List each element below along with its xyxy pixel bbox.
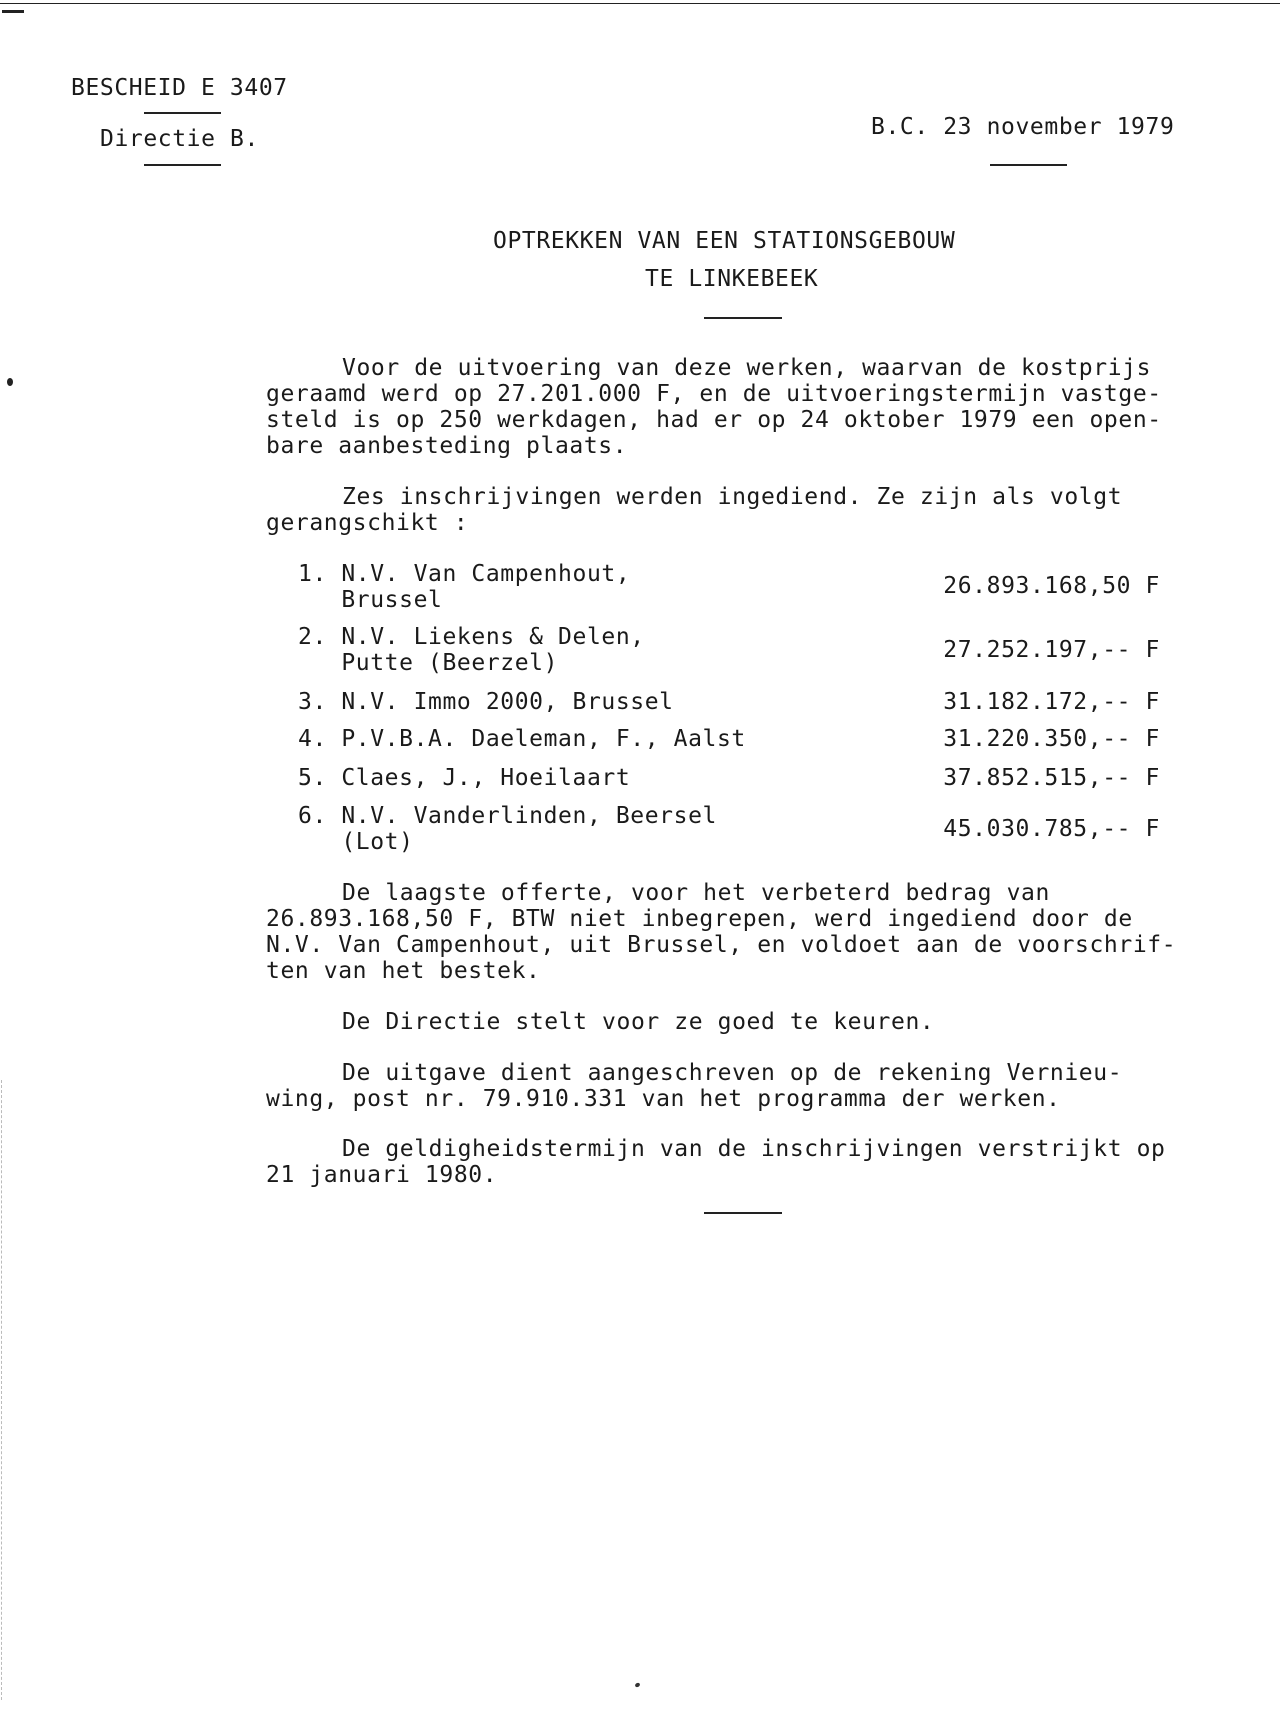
bid-name: 4. P.V.B.A. Daeleman, F., Aalst [298, 726, 746, 752]
paragraph-1-line: geraamd werd op 27.201.000 F, en de uitvoeringstermijn vastge- [266, 381, 1162, 407]
punch-dot [7, 378, 13, 386]
paragraph-2-line: Zes inschrijvingen werden ingediend. Ze zijn als volgt [342, 484, 1123, 510]
paragraph-4-line: De Directie stelt voor ze goed te keuren. [342, 1009, 935, 1035]
bid-amount: 45.030.785,-- F [943, 816, 1160, 842]
closing-underline [704, 1212, 782, 1214]
bid-amount: 37.852.515,-- F [943, 765, 1160, 791]
top-border-line [0, 3, 1280, 4]
bid-name: 3. N.V. Immo 2000, Brussel [298, 689, 674, 715]
paragraph-1-line: Voor de uitvoering van deze werken, waarvan de kostprijs [342, 355, 1152, 381]
paragraph-3-line: N.V. Van Campenhout, uit Brussel, en voldoet aan de voorschrif- [266, 932, 1177, 958]
paragraph-5-line: De uitgave dient aangeschreven op de rekening Vernieu- [342, 1060, 1123, 1086]
document-title-line2: TE LINKEBEEK [645, 266, 819, 292]
paragraph-6-line: 21 januari 1980. [266, 1162, 498, 1188]
bid-amount: 26.893.168,50 F [943, 573, 1160, 599]
paragraph-1-line: bare aanbesteding plaats. [266, 433, 628, 459]
bid-name: Brussel [298, 587, 443, 613]
paragraph-3-line: 26.893.168,50 F, BTW niet inbegrepen, werd ingediend door de [266, 906, 1133, 932]
date-line: B.C. 23 november 1979 [871, 114, 1175, 140]
document-title-line1: OPTREKKEN VAN EEN STATIONSGEBOUW [493, 228, 956, 254]
department-underline [144, 164, 221, 166]
bid-amount: 31.220.350,-- F [943, 726, 1160, 752]
left-edge-line [1, 1080, 2, 1700]
bid-name: 6. N.V. Vanderlinden, Beersel [298, 803, 717, 829]
paragraph-1-line: steld is op 250 werkdagen, had er op 24 oktober 1979 een open- [266, 407, 1162, 433]
bid-name: 2. N.V. Liekens & Delen, [298, 624, 645, 650]
bid-amount: 31.182.172,-- F [943, 689, 1160, 715]
bid-name: 5. Claes, J., Hoeilaart [298, 765, 631, 791]
paragraph-3-line: ten van het bestek. [266, 958, 541, 984]
paragraph-3-line: De laagste offerte, voor het verbeterd bedrag van [342, 880, 1050, 906]
bid-amount: 27.252.197,-- F [943, 637, 1160, 663]
title-underline [704, 317, 782, 319]
reference-underline [144, 112, 221, 114]
date-underline [990, 164, 1067, 166]
paragraph-5-line: wing, post nr. 79.910.331 van het programma der werken. [266, 1086, 1061, 1112]
footer-mark [634, 1682, 640, 1688]
paragraph-6-line: De geldigheidstermijn van de inschrijvingen verstrijkt op [342, 1136, 1166, 1162]
paragraph-2-line: gerangschikt : [266, 510, 469, 536]
corner-mark [2, 10, 24, 13]
bid-name: 1. N.V. Van Campenhout, [298, 561, 631, 587]
bid-name: (Lot) [298, 829, 414, 855]
department-label: Directie B. [100, 126, 259, 152]
reference-number: BESCHEID E 3407 [71, 75, 288, 101]
bid-name: Putte (Beerzel) [298, 650, 559, 676]
